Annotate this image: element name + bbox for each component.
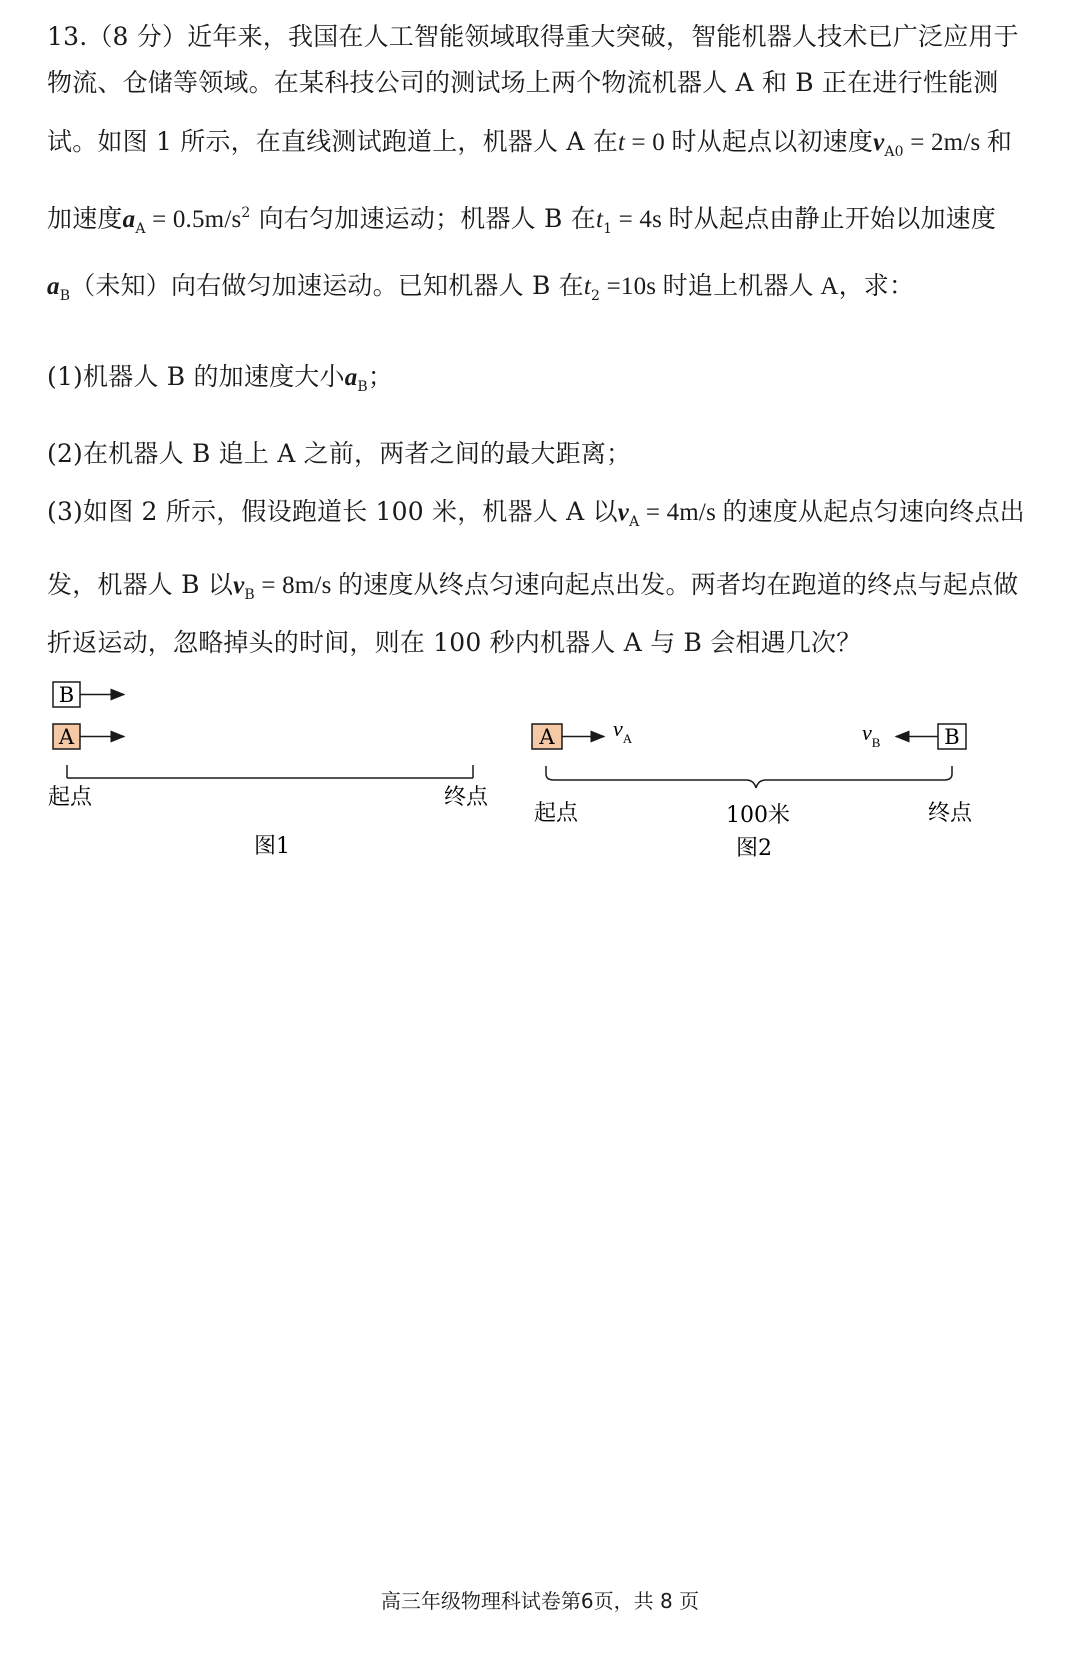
symbol-a: a — [47, 273, 60, 300]
velocity-b-label — [862, 720, 881, 750]
value-vb: = 8m/s 的速度从终点匀速向起点出发。两者均在跑道的终点与起点做 — [254, 572, 1019, 599]
question-text: 向右匀加速运动；机器人 B 在 — [250, 204, 596, 233]
start-label: 起点 — [533, 801, 579, 826]
symbol-a: a — [344, 364, 358, 391]
symbol-t: t — [583, 273, 592, 300]
velocity-a-label — [613, 716, 633, 746]
distance-brace — [546, 766, 952, 788]
subscript-2: 2 — [591, 288, 601, 304]
subscript-b: B — [357, 379, 368, 395]
symbol-t: t — [617, 129, 626, 156]
subscript-a: A — [622, 731, 633, 746]
robot-a-label: A — [58, 725, 75, 749]
figure-2 — [520, 670, 1000, 870]
page-footer: 高三年级物理科试卷第6页，共 8 页 — [380, 1589, 700, 1613]
subscript-a: A — [629, 514, 640, 530]
sub-question-3-line-3 — [47, 628, 861, 658]
symbol-v: v — [613, 716, 623, 741]
superscript-2: 2 — [241, 205, 251, 221]
symbol-v: v — [233, 572, 245, 599]
question-line-1 — [47, 22, 1019, 52]
question-text: ； — [367, 362, 394, 391]
question-text: (3)如图 2 所示，假设跑道长 100 米，机器人 A 以 — [47, 497, 618, 526]
subscript-b: B — [871, 735, 881, 750]
figure-caption: 图1 — [254, 834, 290, 859]
symbol-v: v — [873, 129, 885, 156]
robot-b-label: B — [58, 683, 75, 707]
question-text: (1)机器人 B 的加速度大小 — [47, 362, 345, 391]
question-text: 试。如图 1 所示，在直线测试跑道上，机器人 A 在 — [47, 127, 618, 156]
question-line-2 — [47, 68, 998, 98]
symbol-t: t — [595, 206, 604, 233]
question-text: 物流、仓储等领域。在某科技公司的测试场上两个物流机器人 A 和 B 正在进行性能测 — [47, 68, 999, 97]
question-text: 发，机器人 B 以 — [47, 570, 234, 599]
value-aa: = 0.5m/s — [145, 206, 242, 233]
question-text: 13.（8 分）近年来，我国在人工智能领域取得重大突破，智能机器人技术已广泛应用于 — [47, 22, 1019, 51]
figure-caption: 图2 — [736, 836, 772, 861]
question-line-4 — [47, 198, 996, 244]
question-line-3 — [47, 127, 1012, 167]
subscript-a: A — [135, 221, 146, 237]
sub-question-3-line-2 — [47, 570, 1018, 610]
value-t2: =10s 时追上机器人 A，求： — [600, 273, 915, 300]
robot-a-label: A — [539, 725, 555, 749]
robot-b-label: B — [944, 725, 960, 749]
value-va0: = 2m/s 和 — [903, 129, 1013, 156]
figure-1 — [0, 670, 520, 870]
value-t1: = 4s 时从起点由静止开始以加速度 — [612, 206, 997, 233]
subscript-b: B — [59, 288, 71, 304]
question-text: 加速度 — [47, 204, 123, 233]
symbol-v: v — [862, 720, 872, 745]
end-label: 终点 — [443, 785, 489, 810]
symbol-v: v — [617, 499, 630, 526]
question-line-5 — [47, 271, 914, 311]
subscript-b: B — [244, 587, 255, 603]
end-label: 终点 — [927, 801, 973, 826]
sub-question-1 — [47, 362, 393, 402]
sub-question-2 — [47, 439, 631, 469]
question-text: （未知）向右做匀加速运动。已知机器人 B 在 — [70, 271, 584, 300]
subscript-1: 1 — [603, 221, 613, 237]
symbol-a: a — [122, 206, 136, 233]
question-text: 折返运动，忽略掉头的时间，则在 100 秒内机器人 A 与 B 会相遇几次？ — [47, 628, 862, 657]
value-va: = 4m/s 的速度从起点匀速向终点出 — [639, 499, 1025, 526]
question-text: (2)在机器人 B 追上 A 之前，两者之间的最大距离； — [47, 439, 632, 468]
start-label: 起点 — [47, 785, 93, 810]
sub-question-3-line-1 — [47, 497, 1025, 537]
value-t0: = 0 时从起点以初速度 — [625, 129, 874, 156]
distance-label: 100米 — [726, 803, 790, 828]
subscript-a0: A0 — [884, 144, 904, 160]
